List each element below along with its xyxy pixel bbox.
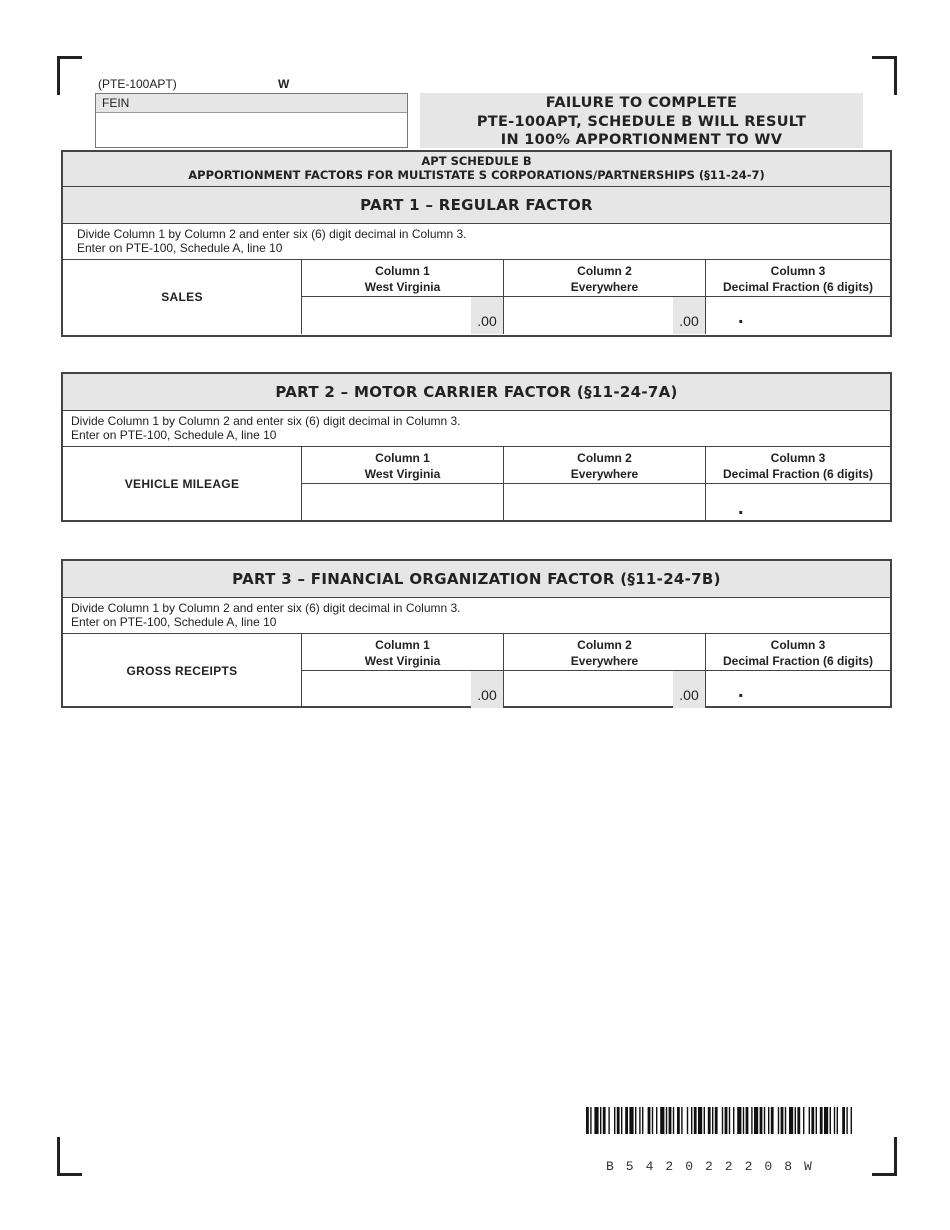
col3-subtitle: Decimal Fraction (6 digits) [722,654,874,668]
col3-title: Column 3 [770,451,826,465]
part3-col1 [302,634,504,708]
col2-title: Column 2 [577,451,632,465]
warning-line-2: PTE-100APT, SCHEDULE B WILL RESULT [476,113,807,130]
col2-header [504,260,705,297]
part1-section [61,150,892,337]
decimal-point: . [738,306,744,328]
part2-instructions [63,411,890,447]
part2-everywhere-mileage-input[interactable] [504,484,705,521]
part3-instr-line-2: Enter on PTE-100, Schedule A, line 10 [71,614,277,629]
col3-subtitle: Decimal Fraction (6 digits) [722,467,874,481]
barcode [586,1107,853,1134]
barcode-text: B542022208W [606,1159,824,1174]
warning-line-1: FAILURE TO COMPLETE [545,95,738,111]
part3-section [61,559,892,708]
apportionment-warning [420,93,863,148]
part2-section [61,372,892,522]
part3-instr-line-1: Divide Column 1 by Column 2 and enter six (6) digit decimal in Column 3. [71,601,461,615]
col1-header [302,260,503,297]
decimal-point: . [738,497,744,519]
form-suffix: W [278,77,290,91]
part2-wv-mileage-input[interactable] [302,484,503,521]
part1-instructions [63,224,890,260]
part2-col1 [302,447,504,521]
col3-header [706,260,890,297]
col1-header [302,634,503,671]
col3-header [706,447,890,484]
part1-instr-line-1: Divide Column 1 by Column 2 and enter six (6) digit decimal in Column 3. [77,227,467,241]
crop-mark-bottom-right [872,1137,897,1176]
col1-title: Column 1 [375,638,430,652]
col2-header [504,634,705,671]
part3-col2 [504,634,706,708]
cents-label: .00 [471,297,503,334]
part3-title: PART 3 – FINANCIAL ORGANIZATION FACTOR (§11-24-7B) [63,561,890,598]
part3-instructions [63,598,890,634]
part1-col2 [504,260,706,334]
part3-col3 [706,634,890,708]
col3-title: Column 3 [770,638,826,652]
col1-header [302,447,503,484]
col2-subtitle: Everywhere [570,280,639,294]
form-id: (PTE-100APT) [98,77,177,91]
part2-decimal-fraction-input[interactable] [706,484,890,521]
col3-title: Column 3 [770,264,826,278]
col1-title: Column 1 [375,264,430,278]
schedule-header [63,152,890,187]
part2-instr-line-2: Enter on PTE-100, Schedule A, line 10 [71,427,277,442]
part1-row [63,260,890,334]
part2-col2 [504,447,706,521]
col1-subtitle: West Virginia [364,280,441,294]
col3-subtitle: Decimal Fraction (6 digits) [722,280,874,294]
col1-subtitle: West Virginia [364,654,441,668]
part1-decimal-fraction-input[interactable] [706,297,890,334]
cents-label: .00 [673,671,705,708]
part2-row-label: VEHICLE MILEAGE [63,447,302,521]
crop-mark-top-left [57,56,82,95]
part3-decimal-fraction-input[interactable] [706,671,890,708]
fein-label: FEIN [96,94,407,113]
part2-row [63,447,890,521]
part2-col3 [706,447,890,521]
part1-title: PART 1 – REGULAR FACTOR [63,187,890,224]
part3-everywhere-receipts-input[interactable] [504,671,705,708]
part1-col1 [302,260,504,334]
col2-header [504,447,705,484]
schedule-title: APT SCHEDULE B [421,154,532,168]
part1-everywhere-sales-input[interactable] [504,297,705,334]
cents-label: .00 [673,297,705,334]
col2-subtitle: Everywhere [570,654,639,668]
cents-label: .00 [471,671,503,708]
part3-wv-receipts-input[interactable] [302,671,503,708]
part1-instr-line-2: Enter on PTE-100, Schedule A, line 10 [77,240,283,255]
col3-header [706,634,890,671]
fein-input[interactable] [96,113,407,147]
part1-row-label: SALES [63,260,302,334]
crop-mark-top-right [872,56,897,95]
schedule-subtitle: APPORTIONMENT FACTORS FOR MULTISTATE S CORPORATIONS/PARTNERSHIPS (§11-24-7) [188,168,765,182]
decimal-point: . [738,680,744,702]
part2-instr-line-1: Divide Column 1 by Column 2 and enter six (6) digit decimal in Column 3. [71,414,461,428]
part1-col3 [706,260,890,334]
fein-box [95,93,408,148]
col1-title: Column 1 [375,451,430,465]
part3-row-label: GROSS RECEIPTS [63,634,302,708]
warning-line-3: IN 100% APPORTIONMENT TO WV [500,132,783,148]
col2-title: Column 2 [577,638,632,652]
col2-subtitle: Everywhere [570,467,639,481]
part1-wv-sales-input[interactable] [302,297,503,334]
crop-mark-bottom-left [57,1137,82,1176]
col2-title: Column 2 [577,264,632,278]
part3-row [63,634,890,708]
part2-title: PART 2 – MOTOR CARRIER FACTOR (§11-24-7A) [63,374,890,411]
col1-subtitle: West Virginia [364,467,441,481]
